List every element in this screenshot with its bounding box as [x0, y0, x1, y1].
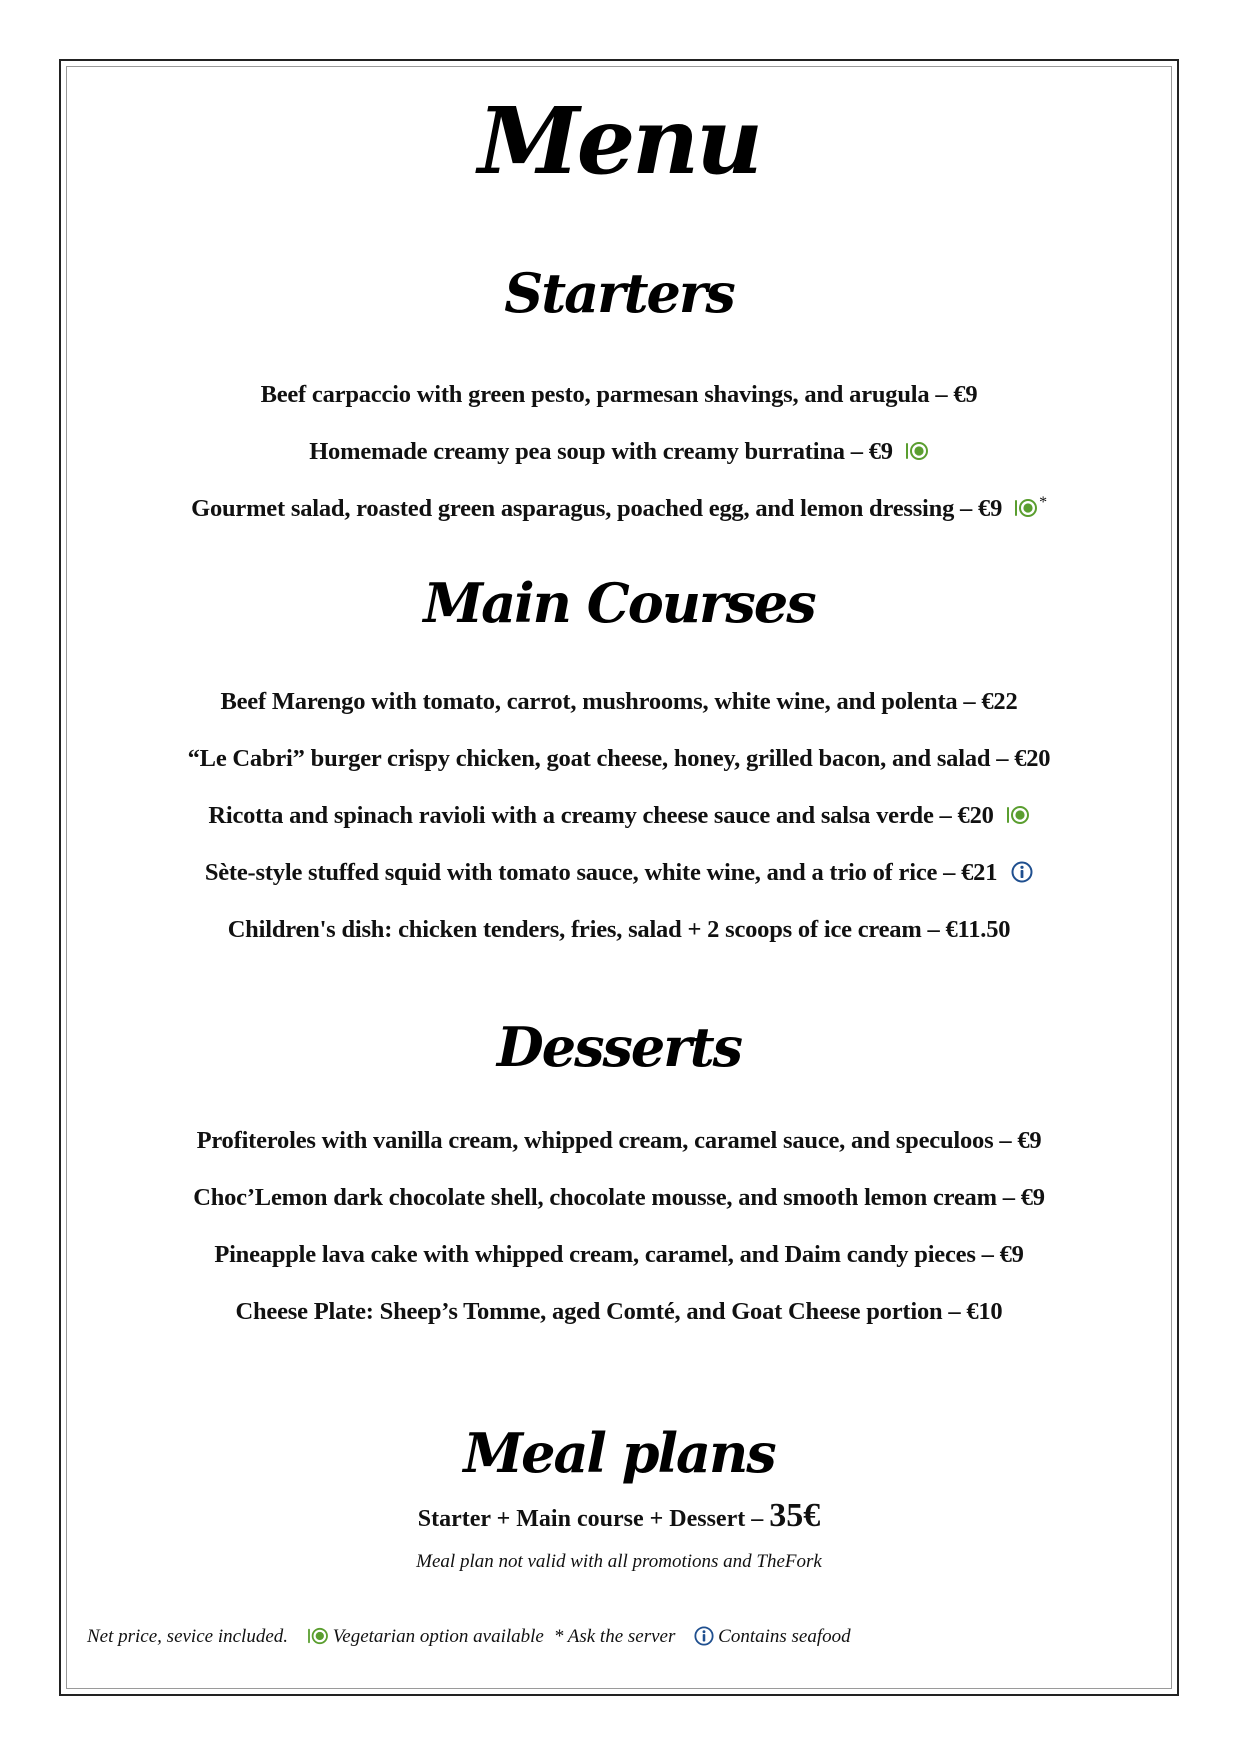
menu-item	[66, 1283, 1172, 1340]
menu-item	[66, 1226, 1172, 1283]
meal-plan-description: Starter + Main course + Dessert –	[417, 1506, 764, 1532]
meal-plan-offer	[66, 1496, 1172, 1539]
menu-item-text: Sète-style stuffed squid with tomato sauce, white wine, and a trio of rice – €21	[204, 859, 998, 886]
section-title-main-courses: Main Courses	[423, 571, 815, 635]
vegetarian-icon	[905, 441, 929, 461]
vegetarian-icon	[1006, 805, 1030, 825]
menu-legend	[87, 1623, 851, 1651]
menu-title: Menu	[477, 87, 761, 195]
starters-list	[66, 366, 1172, 537]
menu-item-text: Ricotta and spinach ravioli with a creamy cheese sauce and salsa verde – €20	[208, 802, 994, 829]
menu-item	[66, 366, 1172, 423]
menu-item	[66, 844, 1172, 901]
info-circle-icon	[694, 1626, 714, 1646]
menu-item-text: Choc’Lemon dark chocolate shell, chocolate mousse, and smooth lemon cream – €9	[193, 1184, 1045, 1211]
legend-ask-server: * Ask the server	[553, 1626, 676, 1647]
main-courses-list	[66, 673, 1172, 958]
menu-item-text: “Le Cabri” burger crispy chicken, goat cheese, honey, grilled bacon, and salad – €20	[187, 745, 1051, 772]
menu-item-text: Homemade creamy pea soup with creamy burratina – €9	[309, 438, 893, 465]
menu-item	[66, 480, 1172, 537]
vegetarian-icon	[1014, 498, 1038, 518]
menu-item	[66, 787, 1172, 844]
menu-item-text: Profiteroles with vanilla cream, whipped cream, caramel sauce, and speculoos – €9	[196, 1127, 1042, 1154]
section-title-meal-plans: Meal plans	[463, 1421, 775, 1485]
menu-item-text: Pineapple lava cake with whipped cream, caramel, and Daim candy pieces – €9	[214, 1241, 1024, 1268]
section-title-starters: Starters	[504, 261, 734, 325]
menu-item-text: Beef Marengo with tomato, carrot, mushrooms, white wine, and polenta – €22	[220, 688, 1018, 715]
info-circle-icon	[1011, 861, 1033, 883]
ask-server-asterisk: *	[1039, 493, 1047, 511]
legend-vegetarian: Vegetarian option available	[332, 1626, 544, 1647]
legend-seafood: Contains seafood	[718, 1626, 851, 1647]
menu-item	[66, 673, 1172, 730]
meal-plan-note: Meal plan not valid with all promotions and TheFork	[416, 1551, 822, 1572]
menu-item	[66, 1112, 1172, 1169]
menu-item-text: Beef carpaccio with green pesto, parmesan shavings, and arugula – €9	[260, 381, 978, 408]
menu-item-text: Cheese Plate: Sheep’s Tomme, aged Comté, and Goat Cheese portion – €10	[235, 1298, 1003, 1325]
desserts-list	[66, 1112, 1172, 1340]
menu-item	[66, 901, 1172, 958]
menu-item	[66, 423, 1172, 480]
legend-net-price: Net price, sevice included.	[87, 1626, 289, 1647]
vegetarian-icon	[307, 1627, 329, 1645]
menu-item	[66, 1169, 1172, 1226]
meal-plan-price: 35€	[769, 1497, 821, 1534]
menu-item	[66, 730, 1172, 787]
menu-item-text: Gourmet salad, roasted green asparagus, poached egg, and lemon dressing – €9	[191, 495, 1003, 522]
menu-item-text: Children's dish: chicken tenders, fries, salad + 2 scoops of ice cream – €11.50	[227, 916, 1011, 943]
section-title-desserts: Desserts	[496, 1015, 742, 1079]
